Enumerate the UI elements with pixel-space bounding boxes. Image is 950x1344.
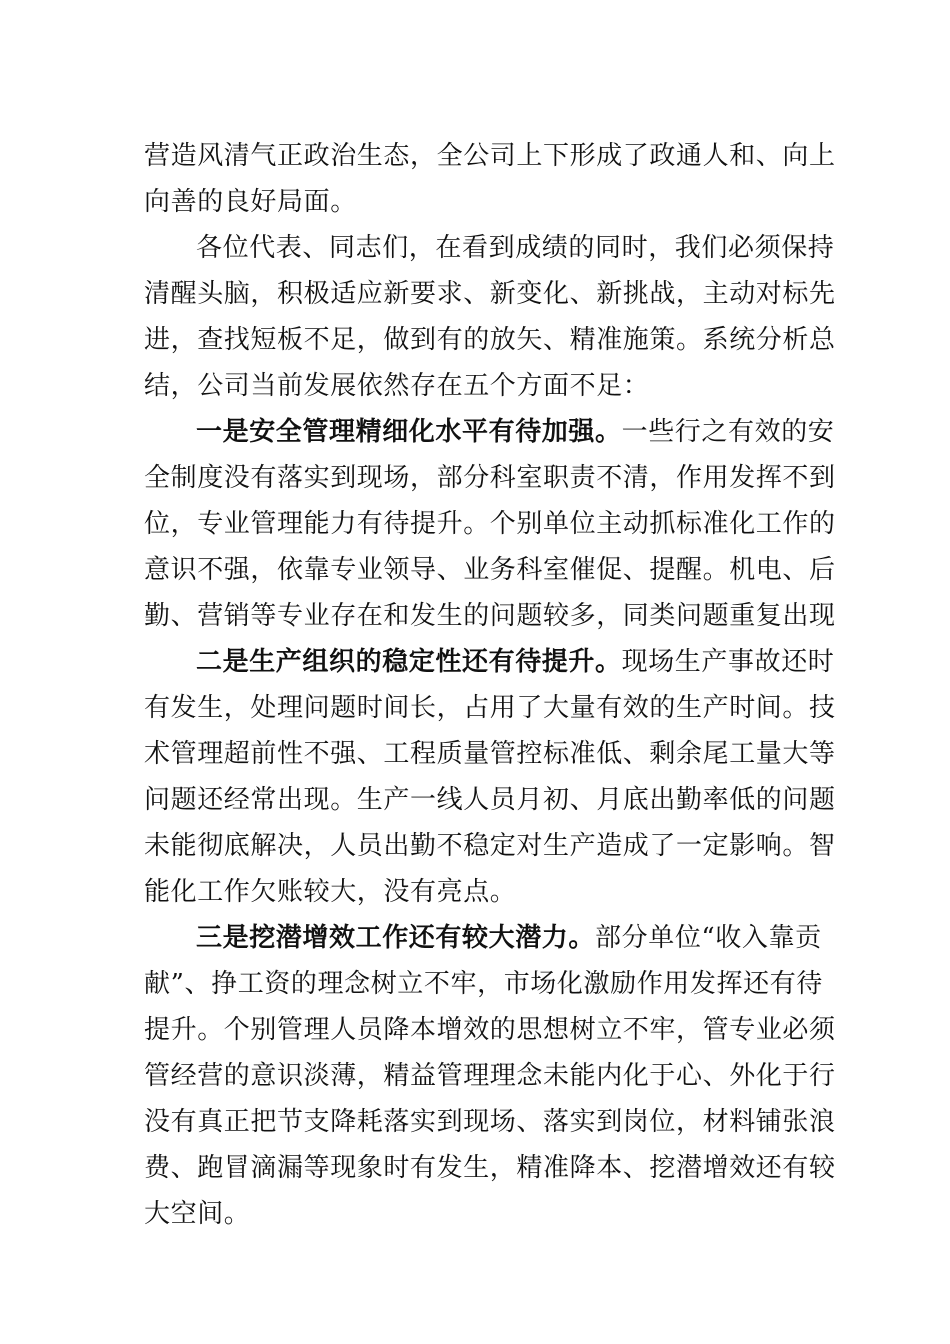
text-line: 清醒头脑，积极适应新要求、新变化、新挑战，主动对标先 [144, 279, 836, 309]
section-heading-3: 三是挖潜增效工作还有较大潜力。 [196, 923, 596, 953]
text-line: 营造风清气正政治生态，全公司上下形成了政通人和、向上 [144, 141, 836, 171]
section-heading-1: 一是安全管理精细化水平有待加强。 [196, 417, 622, 447]
text-run: 现场生产事故还时 [621, 647, 835, 677]
section-heading-2: 二是生产组织的稳定性还有待提升。 [196, 647, 622, 677]
text-line: 提升。个别管理人员降本增效的思想树立不牢，管专业必须 [144, 1015, 836, 1045]
paragraph-start-line [196, 642, 835, 682]
text-line: 位，专业管理能力有待提升。个别单位主动抓标准化工作的 [144, 509, 836, 539]
text-line: 没有真正把节支降耗落实到现场、落实到岗位，材料铺张浪 [144, 1107, 836, 1137]
paragraph-start-line: 各位代表、同志们，在看到成绩的同时，我们必须保持 [196, 233, 835, 263]
text-line: 进，查找短板不足，做到有的放矢、精准施策。系统分析总 [144, 325, 836, 355]
text-line: 有发生，处理问题时间长，占用了大量有效的生产时间。技 [144, 693, 836, 723]
text-run: 部分单位“收入靠贡 [595, 923, 822, 953]
text-line: 问题还经常出现。生产一线人员月初、月底出勤率低的问题 [144, 785, 836, 815]
paragraph-start-line [196, 412, 835, 452]
text-line: 结，公司当前发展依然存在五个方面不足： [144, 371, 650, 401]
text-line: 全制度没有落实到现场，部分科室职责不清，作用发挥不到 [144, 463, 836, 493]
text-line: 勤、营销等专业存在和发生的问题较多，同类问题重复出现 [144, 601, 836, 631]
text-line: 管经营的意识淡薄，精益管理理念未能内化于心、外化于行 [144, 1061, 836, 1091]
paragraph-start-line [196, 918, 822, 958]
text-line: 大空间。 [144, 1199, 251, 1229]
text-line: 费、跑冒滴漏等现象时有发生，精准降本、挖潜增效还有较 [144, 1153, 836, 1183]
text-line: 术管理超前性不强、工程质量管控标准低、剩余尾工量大等 [144, 739, 836, 769]
text-line: 未能彻底解决，人员出勤不稳定对生产造成了一定影响。智 [144, 831, 836, 861]
text-line: 向善的良好局面。 [144, 187, 357, 217]
text-line: 献”、挣工资的理念树立不牢，市场化激励作用发挥还有待 [144, 969, 823, 999]
text-line: 意识不强，依靠专业领导、业务科室催促、提醒。机电、后 [144, 555, 836, 585]
text-line: 能化工作欠账较大，没有亮点。 [144, 877, 517, 907]
text-run: 一些行之有效的安 [621, 417, 835, 447]
